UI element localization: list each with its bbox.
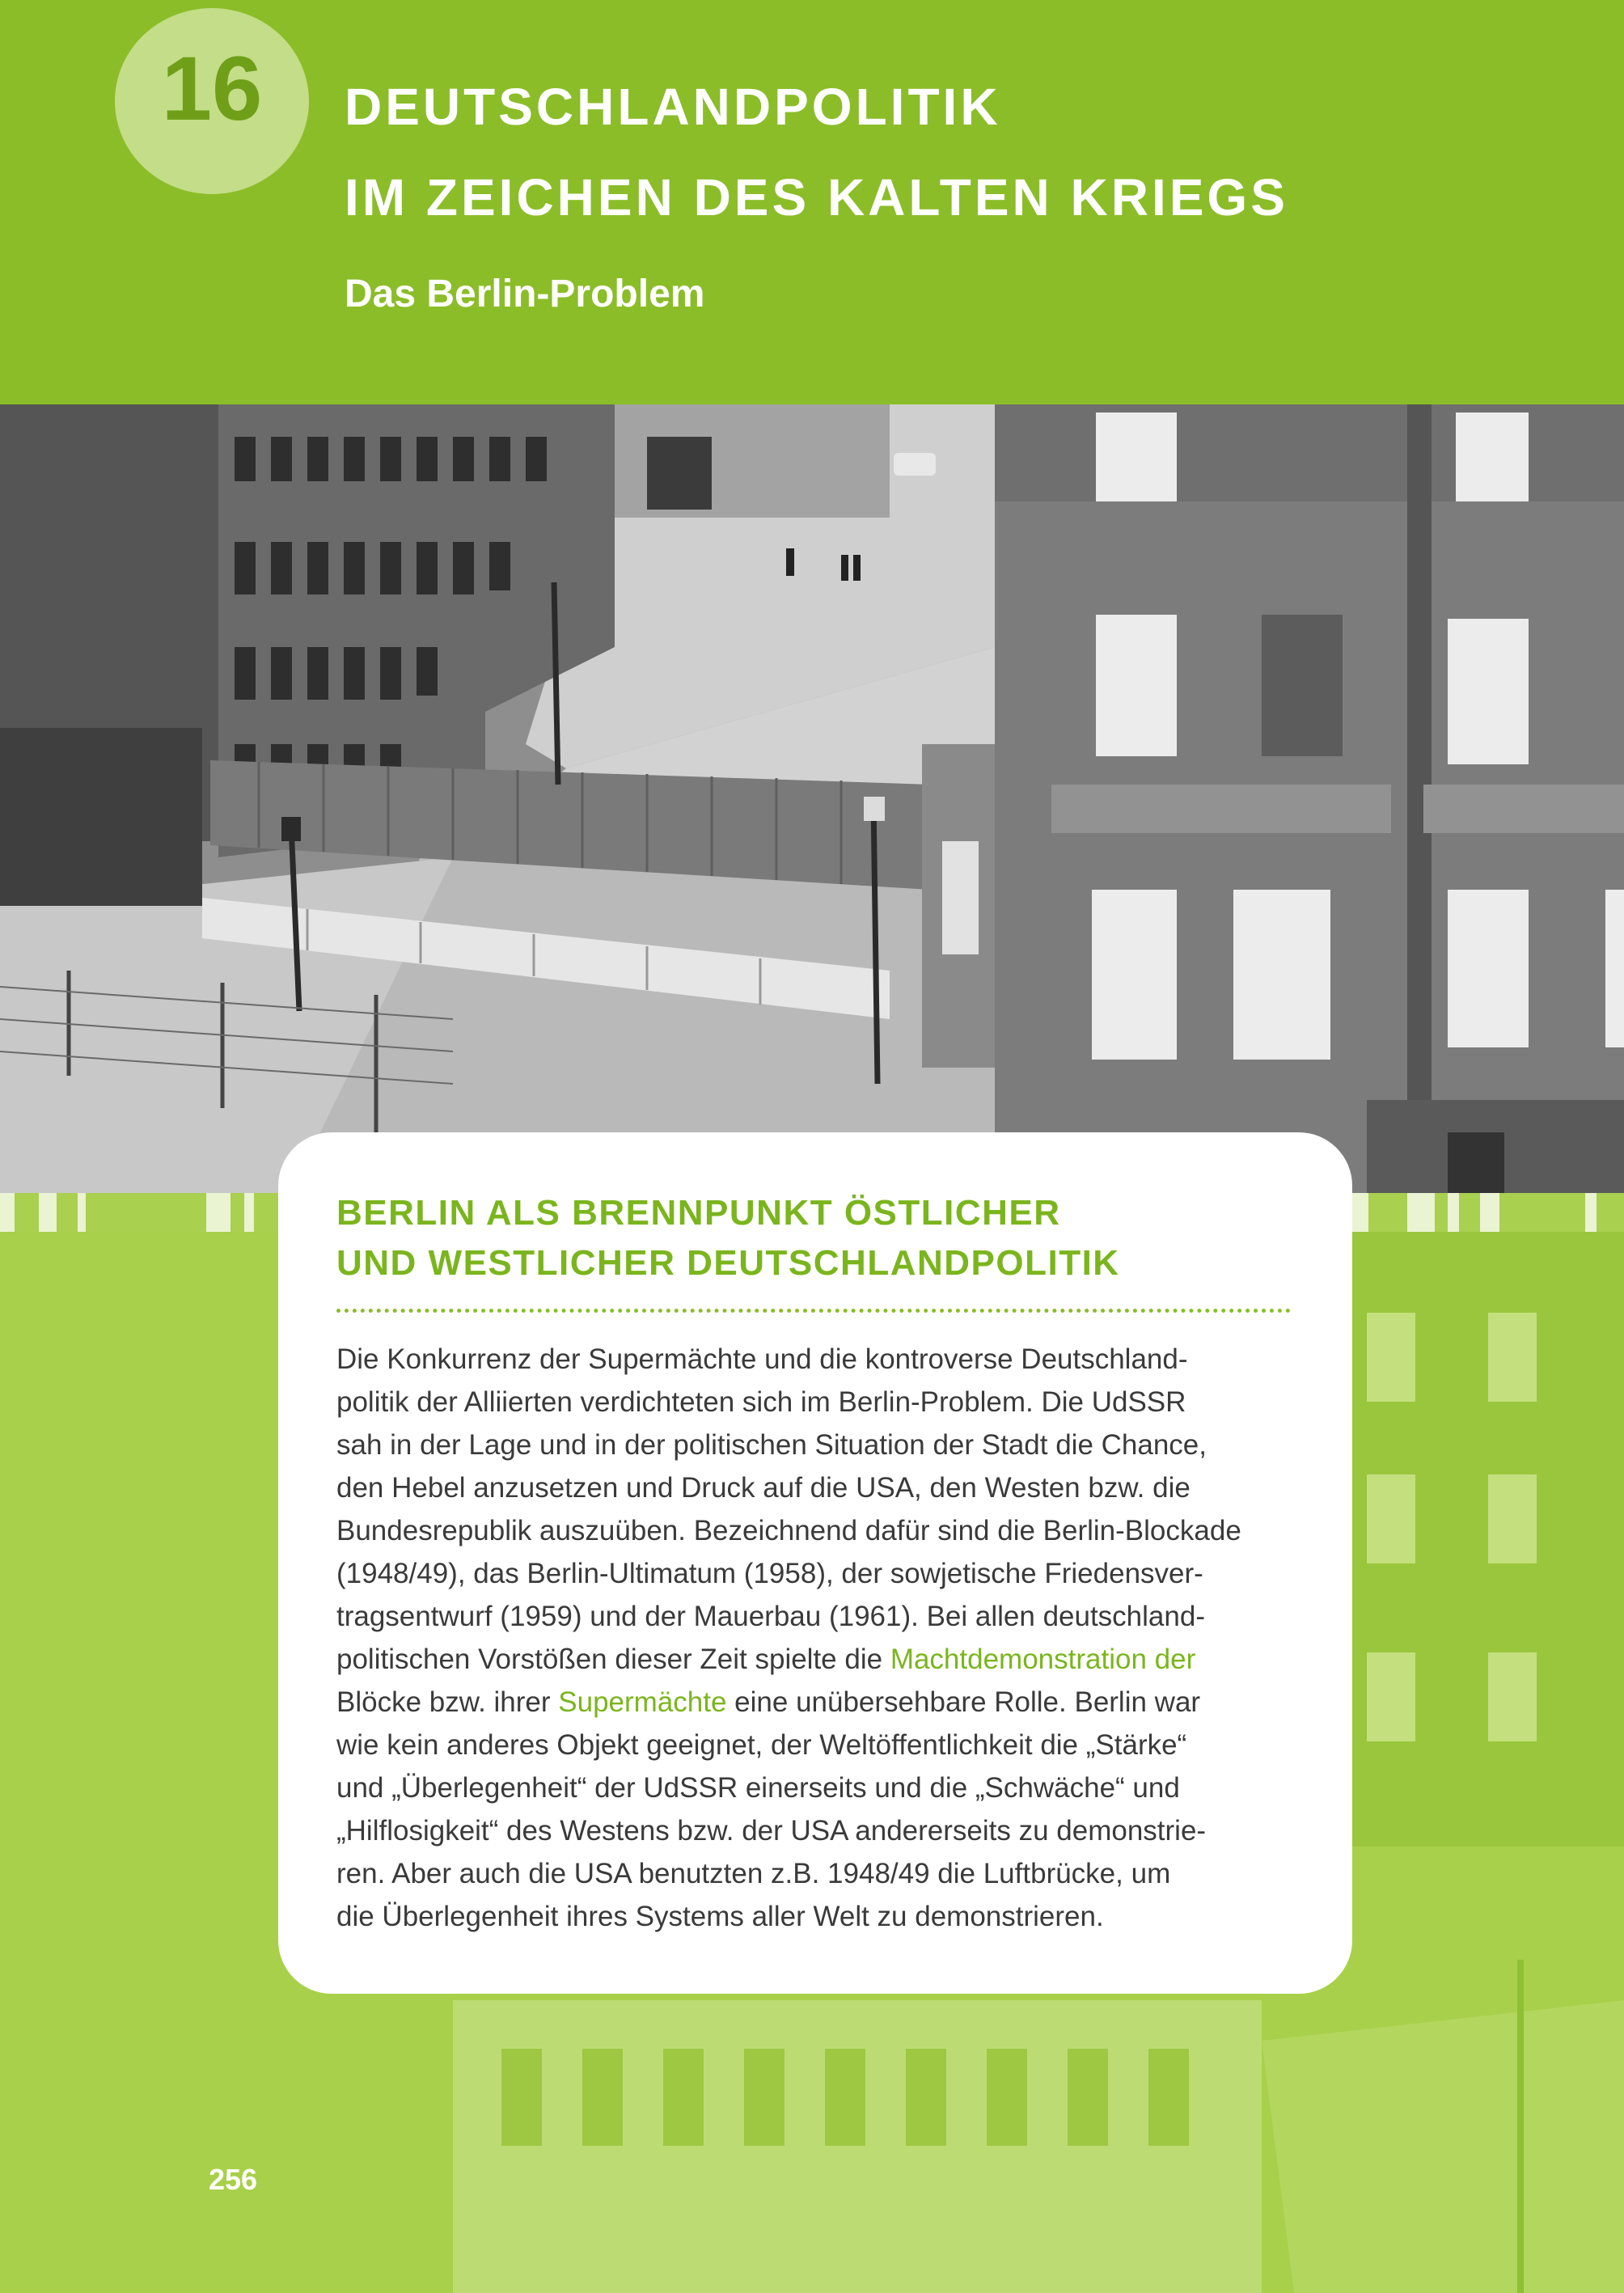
body-line: ren. Aber auch die USA benutzten z.B. 1948/49 die Luftbrücke, um bbox=[336, 1858, 1171, 1889]
body-line: (1948/49), das Berlin-Ultimatum (1958), der sowjetische Friedensver- bbox=[336, 1558, 1203, 1589]
body-line: den Hebel anzusetzen und Druck auf die USA, den Westen bzw. die bbox=[336, 1472, 1191, 1504]
section-heading-line2: UND WESTLICHER DEUTSCHLANDPOLITIK bbox=[336, 1243, 1120, 1283]
chapter-subtitle: Das Berlin-Problem bbox=[345, 273, 705, 315]
body-line: Bundesrepublik auszuüben. Bezeichnend dafür sind die Berlin-Blockade bbox=[336, 1515, 1241, 1546]
body-line: politik der Alliierten verdichteten sich im Berlin-Problem. Die UdSSR bbox=[336, 1386, 1186, 1418]
section-heading-line1: BERLIN ALS BRENNPUNKT ÖSTLICHER bbox=[336, 1193, 1061, 1233]
body-text: Blöcke bzw. ihrer bbox=[336, 1686, 559, 1718]
body-line: wie kein anderes Objekt geeignet, der Weltöffentlichkeit die „Stärke“ bbox=[336, 1729, 1187, 1761]
berlin-wall-photo bbox=[0, 404, 1624, 1193]
body-line: Die Konkurrenz der Supermächte und die kontroverse Deutschland- bbox=[336, 1343, 1188, 1375]
body-line: die Überlegenheit ihres Systems aller Welt zu demonstrieren. bbox=[336, 1901, 1104, 1932]
body-line: und „Überlegenheit“ der UdSSR einerseits und die „Schwäche“ und bbox=[336, 1772, 1180, 1804]
body-line: tragsentwurf (1959) und der Mauerbau (1961). Bei allen deutschland- bbox=[336, 1601, 1205, 1632]
chapter-header bbox=[0, 0, 1624, 404]
chapter-title-line1: DEUTSCHLANDPOLITIK bbox=[345, 78, 1001, 136]
body-line: „Hilflosigkeit“ des Westens bzw. der USA andererseits zu demonstrie- bbox=[336, 1815, 1207, 1847]
highlight-term: Supermächte bbox=[558, 1686, 727, 1718]
chapter-title-line2: IM ZEICHEN DES KALTEN KRIEGS bbox=[345, 168, 1288, 226]
page-number: 256 bbox=[209, 2163, 258, 2196]
dotted-divider bbox=[336, 1309, 1291, 1313]
body-line bbox=[336, 1681, 1307, 1724]
chapter-number: 16 bbox=[161, 38, 263, 139]
body-text: eine unübersehbare Rolle. Berlin war bbox=[726, 1686, 1201, 1718]
body-line bbox=[336, 1638, 1307, 1681]
body-paragraph bbox=[336, 1338, 1307, 1938]
text-box bbox=[278, 1132, 1352, 1994]
highlight-term: Machtdemonstration der bbox=[890, 1644, 1196, 1675]
body-line: sah in der Lage und in der politischen Situation der Stadt die Chance, bbox=[336, 1429, 1207, 1461]
body-text: politischen Vorstößen dieser Zeit spielte die bbox=[336, 1644, 890, 1675]
